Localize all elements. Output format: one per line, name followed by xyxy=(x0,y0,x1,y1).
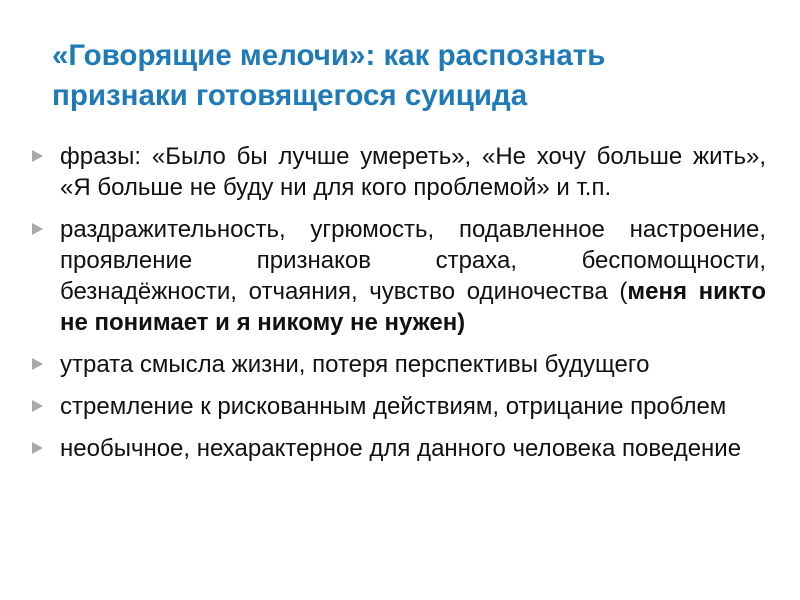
bullet-item-unusual-behavior xyxy=(30,433,766,464)
triangle-bullet-icon xyxy=(32,400,43,412)
triangle-bullet-icon xyxy=(32,442,43,454)
bullet-item-risky-actions xyxy=(30,391,766,422)
triangle-bullet-icon xyxy=(32,223,43,235)
bullet-item-phrases xyxy=(30,141,766,203)
bullet-bold-text: меня никто не понимает и я никому не нужен) xyxy=(60,278,766,336)
triangle-bullet-icon xyxy=(32,358,43,370)
bullet-text: фразы: «Было бы лучше умереть», «Не хочу больше жить», «Я больше не буду ни для кого проблемой» и т.п. xyxy=(60,143,766,201)
bullet-text: раздражительность, угрюмость, подавленное настроение, проявление признаков страха, беспомощности, безнадёжности, отчаяния, чувство одиночества ( xyxy=(60,216,766,305)
bullet-text: необычное, нехарактерное для данного человека поведение xyxy=(60,435,742,462)
slide-title xyxy=(52,36,752,116)
bullet-item-mood xyxy=(30,214,766,338)
bullet-text: утрата смысла жизни, потеря перспективы будущего xyxy=(60,351,650,378)
bullet-item-meaning-loss xyxy=(30,349,766,380)
bullet-list xyxy=(30,141,766,464)
triangle-bullet-icon xyxy=(32,150,43,162)
slide-title-line-2: признаки готовящегося суицида xyxy=(52,79,528,112)
slide-title-line-1: «Говорящие мелочи»: как распознать xyxy=(52,39,606,72)
bullet-text: стремление к рискованным действиям, отрицание проблем xyxy=(60,393,727,420)
